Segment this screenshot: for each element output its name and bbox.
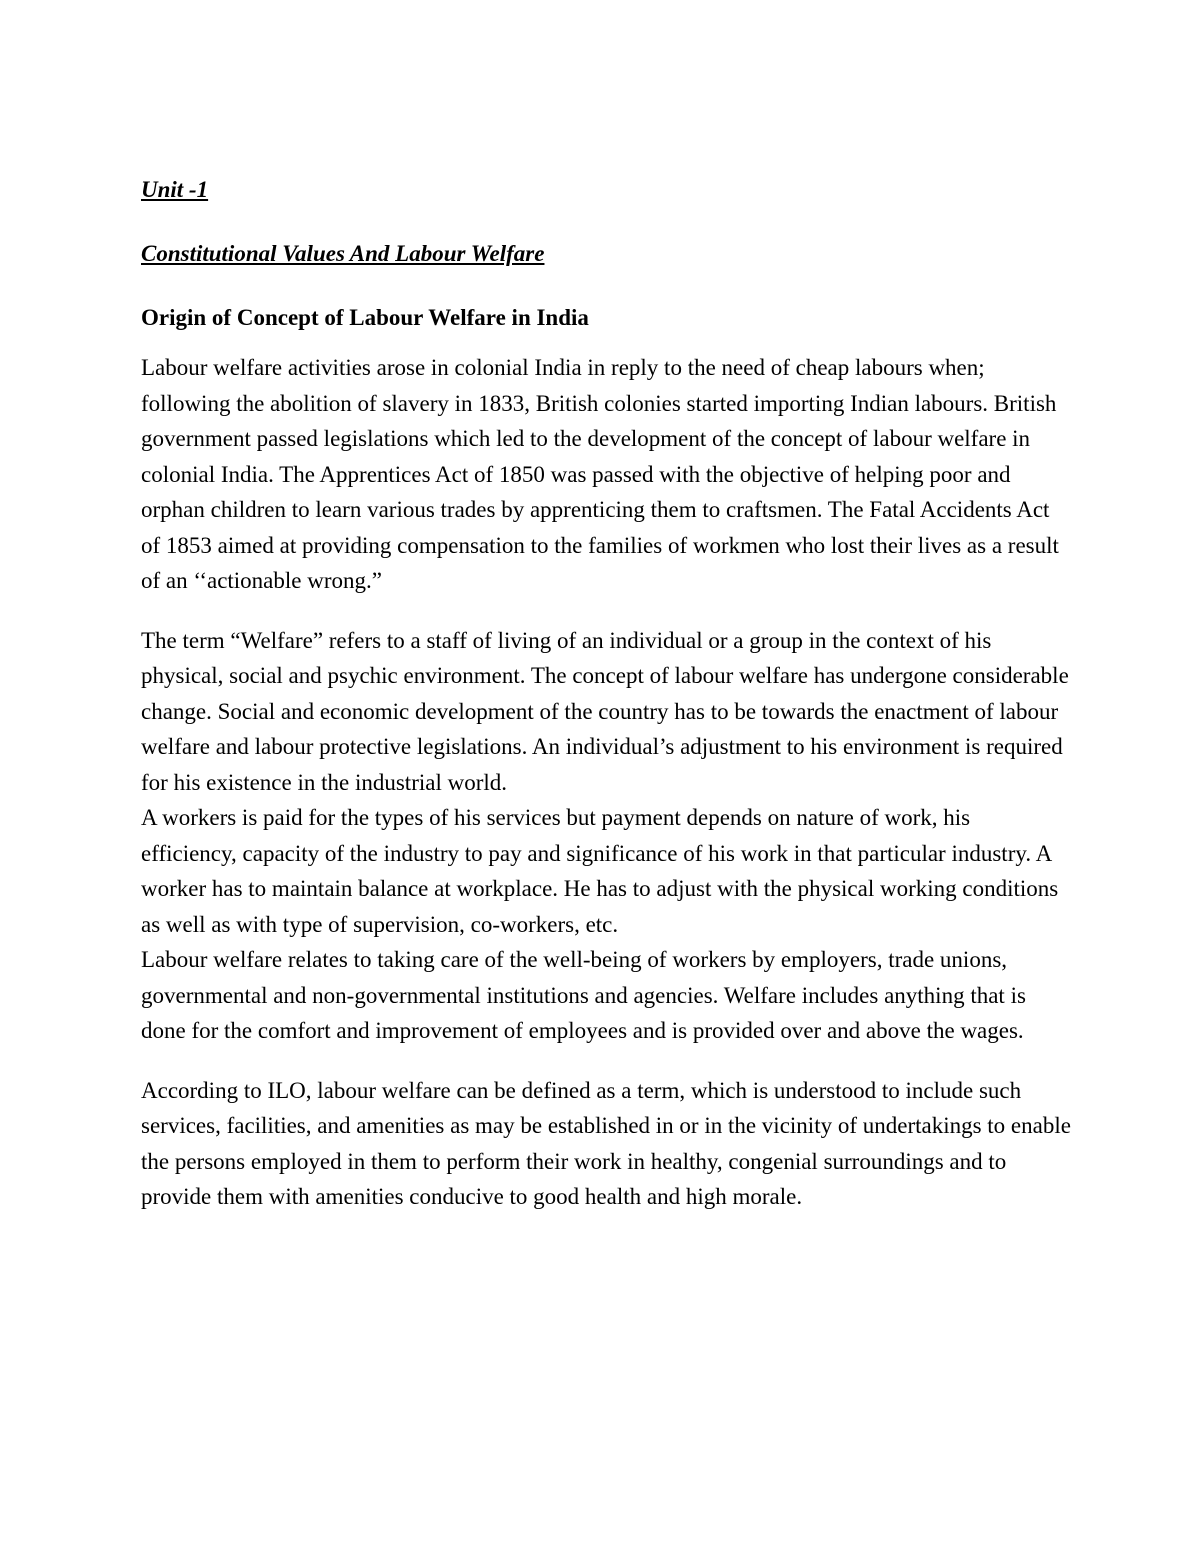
paragraph-ilo-definition: According to ILO, labour welfare can be defined as a term, which is understood to include such services, facilities, and amenities as may be established in or in the vicinity of undertakings to enable the persons employed in them to perform their work in healthy, congenial surroundings and to provide them with amenities conducive to good health and high morale.: [141, 1077, 1071, 1209]
chapter-title: Constitutional Values And Labour Welfare: [141, 241, 545, 266]
paragraph-welfare-term: The term “Welfare” refers to a staff of living of an individual or a group in the context of his physical, social and psychic environment. The concept of labour welfare has undergone considerable change. Social and economic development of the country has to be towards the enactment of labour welfare and labour protective legislations. An individual’s adjustment to his environment is required for his existence in the industrial world.: [141, 627, 1069, 795]
unit-title: Unit -1: [141, 177, 209, 202]
paragraph-welfare-definition: Labour welfare relates to taking care of the well-being of workers by employers, trade unions, governmental and non-governmental institutions and agencies. Welfare includes anything that is done for the comfort and improvement of employees and is provided over and above the wages.: [141, 947, 1026, 1043]
paragraph-origin: Labour welfare activities arose in colonial India in reply to the need of cheap labours when; following the abolition of slavery in 1833, British colonies started importing Indian labours. British government passed legislations which led to the development of the concept of labour welfare in colonial India. The Apprentices Act of 1850 was passed with the objective of helping poor and orphan children to learn various trades by apprenticing them to craftsmen. The Fatal Accidents Act of 1853 aimed at providing compensation to the families of workmen who lost their lives as a result of an ‘‘actionable wrong.”: [141, 355, 1059, 593]
section-heading: Origin of Concept of Labour Welfare in India: [141, 305, 589, 330]
paragraph-worker-payment: A workers is paid for the types of his services but payment depends on nature of work, his efficiency, capacity of the industry to pay and significance of his work in that particular industry. A worker has to maintain balance at workplace. He has to adjust with the physical working conditions as well as with type of supervision, co-workers, etc.: [141, 805, 1059, 937]
document-body: [141, 172, 1071, 1215]
